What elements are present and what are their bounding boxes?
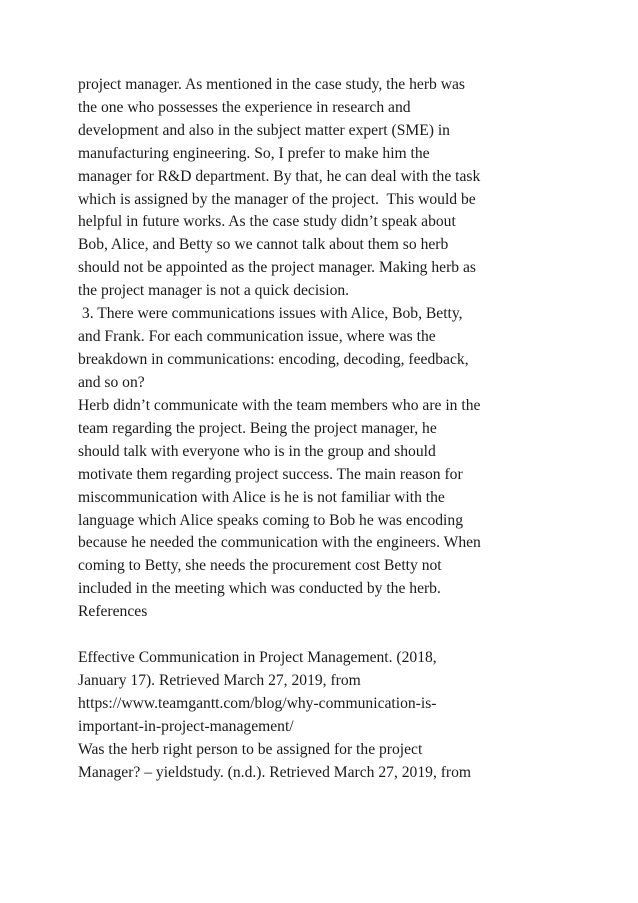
text-line: manufacturing engineering. So, I prefer to make him the [78, 144, 430, 162]
text-line: the one who possesses the experience in research and [78, 98, 411, 116]
text-line: motivate them regarding project success. The main reason for [78, 465, 463, 483]
text-line: language which Alice speaks coming to Bob he was encoding [78, 511, 463, 529]
answer-paragraph [78, 395, 578, 601]
text-line: Manager? – yieldstudy. (n.d.). Retrieved March 27, 2019, from [78, 763, 472, 781]
text-line: should not be appointed as the project manager. Making herb as [78, 259, 476, 277]
text-line: Herb didn’t communicate with the team members who are in the [78, 397, 481, 414]
text-line: coming to Betty, she needs the procurement cost Betty not [78, 557, 442, 575]
body-paragraph [78, 74, 578, 303]
text-line: 3. There were communications issues with Alice, Bob, Betty, [78, 305, 463, 322]
reference-url-line: https://www.teamgantt.com/blog/why-communication-is- [78, 694, 437, 712]
text-line: and so on? [78, 373, 145, 391]
text-line: should talk with everyone who is in the group and should [78, 442, 436, 460]
text-line: helpful in future works. As the case study didn’t speak about [78, 213, 456, 231]
text-line: Effective Communication in Project Management. (2018, [78, 649, 437, 666]
text-line: team regarding the project. Being the project manager, he [78, 419, 437, 437]
text-line: Was the herb right person to be assigned for the project [78, 741, 423, 758]
text-line: and Frank. For each communication issue, where was the [78, 327, 436, 345]
reference-entry [78, 739, 578, 785]
text-line: Bob, Alice, and Betty so we cannot talk about them so herb [78, 236, 449, 254]
text-line: January 17). Retrieved March 27, 2019, from [78, 671, 361, 689]
text-line: included in the meeting which was conducted by the herb. [78, 580, 441, 598]
reference-url-line: important-in-project-management/ [78, 717, 294, 735]
text-line: project manager. As mentioned in the case study, the herb was [78, 76, 465, 93]
text-line: breakdown in communications: encoding, decoding, feedback, [78, 350, 469, 368]
text-line: the project manager is not a quick decision. [78, 282, 350, 300]
text-line: manager for R&D department. By that, he can deal with the task [78, 167, 481, 185]
text-line: because he needed the communication with the engineers. When [78, 534, 481, 552]
text-line: miscommunication with Alice is he is not familiar with the [78, 488, 445, 506]
text-line: References [78, 603, 148, 620]
question-paragraph [78, 303, 578, 395]
reference-entry [78, 647, 578, 739]
text-line: which is assigned by the manager of the project. This would be [78, 190, 476, 208]
references-heading [78, 601, 578, 624]
text-line: development and also in the subject matter expert (SME) in [78, 121, 450, 139]
